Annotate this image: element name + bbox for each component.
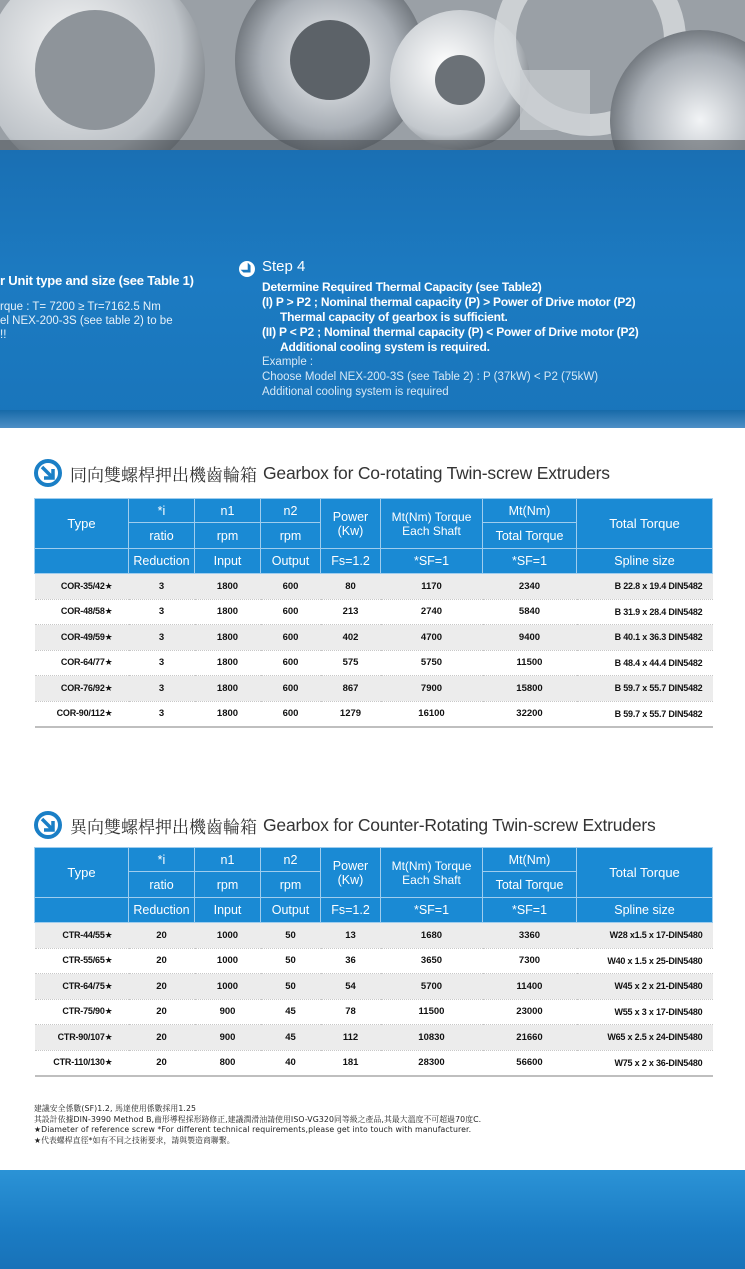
cell-n2: 600	[261, 574, 321, 600]
cell-total: 11400	[483, 974, 577, 1000]
cell-total: 3360	[483, 923, 577, 949]
cell-i: 3	[129, 574, 195, 600]
power-unit: (Kw)	[337, 523, 364, 538]
band-bottom-edge	[0, 410, 745, 428]
cell-each: 7900	[381, 676, 483, 702]
cell-total: 32200	[483, 701, 577, 727]
cell-i: 3	[129, 701, 195, 727]
cell-total: 7300	[483, 948, 577, 974]
col-total-torque: Total Torque	[577, 499, 713, 549]
cell-each: 4700	[381, 625, 483, 651]
cell-spline: W28 x1.5 x 17-DIN5480	[577, 923, 713, 949]
step4-case1: (I) P > P2 ; Nominal thermal capacity (P) > Power of Drive motor (P2)	[262, 295, 636, 309]
cell-spline: W75 x 2 x 36-DIN5480	[577, 1050, 713, 1076]
cell-n1: 1000	[195, 974, 261, 1000]
cell-i: 3	[129, 650, 195, 676]
col-n2-unit: rpm	[261, 872, 321, 898]
col-input: Input	[195, 549, 261, 574]
col-i: *i	[129, 848, 195, 872]
col-ratio: ratio	[129, 872, 195, 898]
cell-i: 20	[129, 1025, 195, 1051]
cell-n1: 1800	[195, 599, 261, 625]
col-output: Output	[261, 898, 321, 923]
table-row	[35, 1025, 713, 1051]
cell-n2: 45	[261, 999, 321, 1025]
cell-n2: 600	[261, 701, 321, 727]
cell-n2: 50	[261, 923, 321, 949]
cell-power: 112	[321, 1025, 381, 1051]
cell-total: 5840	[483, 599, 577, 625]
col-type-blank	[35, 549, 129, 574]
cell-n2: 600	[261, 625, 321, 651]
cell-spline: W55 x 3 x 17-DIN5480	[577, 999, 713, 1025]
cell-each: 1170	[381, 574, 483, 600]
cell-i: 20	[129, 974, 195, 1000]
cell-spline: B 40.1 x 36.3 DIN5482	[577, 625, 713, 651]
cell-type: COR-76/92★	[35, 676, 129, 702]
cell-n1: 1800	[195, 650, 261, 676]
note-line-3: ★Diameter of reference screw *For different technical requirements,please get into touch with manufacturer.	[34, 1125, 472, 1134]
step-bullet-icon	[238, 260, 256, 278]
col-n2: n2	[261, 499, 321, 523]
each-shaft-label: Mt(Nm) Torque	[391, 858, 472, 873]
cell-power: 867	[321, 676, 381, 702]
cell-power: 1279	[321, 701, 381, 727]
table1-title-zh: 同向雙螺桿押出機齒輪箱	[70, 465, 257, 486]
cell-n1: 1000	[195, 948, 261, 974]
table-row	[35, 676, 713, 702]
col-reduction: Reduction	[129, 549, 195, 574]
cell-i: 3	[129, 599, 195, 625]
col-n1-unit: rpm	[195, 523, 261, 549]
step4-example-1: Choose Model NEX-200-3S (see Table 2) : P (37kW) < P2 (75kW)	[262, 371, 599, 383]
cell-each: 3650	[381, 948, 483, 974]
table-row	[35, 999, 713, 1025]
cell-spline: W40 x 1.5 x 25-DIN5480	[577, 948, 713, 974]
col-power	[321, 848, 381, 898]
cell-n1: 1800	[195, 625, 261, 651]
cell-n2: 50	[261, 948, 321, 974]
cell-n1: 900	[195, 999, 261, 1025]
table2-heading	[34, 810, 656, 840]
cell-total: 11500	[483, 650, 577, 676]
cell-each: 5750	[381, 650, 483, 676]
cell-n1: 1800	[195, 574, 261, 600]
cell-n2: 50	[261, 974, 321, 1000]
cell-n2: 45	[261, 1025, 321, 1051]
step3-line-1: rque : T= 7200 ≥ Tr=7162.5 Nm	[0, 301, 161, 313]
table-row	[35, 923, 713, 949]
col-spline: Spline size	[577, 549, 713, 574]
col-sf1: *SF=1	[381, 549, 483, 574]
cell-type: CTR-110/130★	[35, 1050, 129, 1076]
note-line-1: 建議安全係數(SF)1.2, 馬達使用係數採用1.25	[34, 1104, 197, 1113]
step4-case2-sub: Additional cooling system is required.	[280, 340, 490, 354]
col-sf1: *SF=1	[381, 898, 483, 923]
cell-type: COR-48/58★	[35, 599, 129, 625]
step4-heading: Determine Required Thermal Capacity (see Table2)	[262, 280, 542, 294]
col-mt: Mt(Nm)	[483, 499, 577, 523]
cell-power: 13	[321, 923, 381, 949]
cell-spline: W45 x 2 x 21-DIN5480	[577, 974, 713, 1000]
step3-line-2: el NEX-200-3S (see table 2) to be	[0, 315, 173, 327]
each-shaft-sub: Each Shaft	[402, 523, 461, 538]
power-label: Power	[332, 858, 369, 873]
cell-total: 56600	[483, 1050, 577, 1076]
cell-total: 9400	[483, 625, 577, 651]
table2-title-zh: 異向雙螺桿押出機齒輪箱	[70, 817, 257, 838]
cell-n1: 1800	[195, 676, 261, 702]
counter-rotating-table	[34, 847, 713, 1077]
footnotes	[34, 1104, 734, 1146]
cell-n2: 600	[261, 599, 321, 625]
col-each-shaft	[381, 499, 483, 549]
cell-each: 10830	[381, 1025, 483, 1051]
cell-total: 15800	[483, 676, 577, 702]
table1-heading	[34, 458, 610, 488]
co-rotating-table	[34, 498, 713, 728]
col-n2: n2	[261, 848, 321, 872]
cell-each: 5700	[381, 974, 483, 1000]
col-type-blank	[35, 898, 129, 923]
cell-type: COR-49/59★	[35, 625, 129, 651]
cell-i: 20	[129, 923, 195, 949]
cell-spline: W65 x 2.5 x 24-DIN5480	[577, 1025, 713, 1051]
arrow-circle-icon	[34, 811, 62, 839]
cell-total: 21660	[483, 1025, 577, 1051]
col-fs: Fs=1.2	[321, 898, 381, 923]
col-n2-unit: rpm	[261, 523, 321, 549]
col-mt-sub: Total Torque	[483, 872, 577, 898]
col-mt-sub: Total Torque	[483, 523, 577, 549]
footer-band	[0, 1170, 745, 1269]
col-type: Type	[35, 848, 129, 898]
each-shaft-label: Mt(Nm) Torque	[391, 509, 472, 524]
cell-type: COR-64/77★	[35, 650, 129, 676]
col-type: Type	[35, 499, 129, 549]
cell-n2: 600	[261, 676, 321, 702]
col-spline: Spline size	[577, 898, 713, 923]
table1-title-en: Gearbox for Co-rotating Twin-screw Extruders	[263, 462, 610, 483]
cell-i: 20	[129, 948, 195, 974]
cell-type: COR-35/42★	[35, 574, 129, 600]
cell-type: CTR-90/107★	[35, 1025, 129, 1051]
each-shaft-sub: Each Shaft	[402, 872, 461, 887]
cell-power: 213	[321, 599, 381, 625]
cell-each: 11500	[381, 999, 483, 1025]
cell-type: CTR-44/55★	[35, 923, 129, 949]
cell-spline: B 59.7 x 55.7 DIN5482	[577, 701, 713, 727]
table2-title-en: Gearbox for Counter-Rotating Twin-screw Extruders	[263, 814, 656, 835]
col-output: Output	[261, 549, 321, 574]
cell-spline: B 22.8 x 19.4 DIN5482	[577, 574, 713, 600]
arrow-circle-icon	[34, 459, 62, 487]
col-total-torque: Total Torque	[577, 848, 713, 898]
col-sf2: *SF=1	[483, 898, 577, 923]
cell-power: 575	[321, 650, 381, 676]
table-row	[35, 1050, 713, 1076]
power-unit: (Kw)	[337, 872, 364, 887]
cell-power: 402	[321, 625, 381, 651]
note-line-4: ★代表螺桿直徑*如有不同之技術要求，請與製造商聯繫。	[34, 1135, 235, 1145]
col-each-shaft	[381, 848, 483, 898]
cell-total: 23000	[483, 999, 577, 1025]
step4-title: Step 4	[262, 258, 306, 275]
cell-i: 20	[129, 1050, 195, 1076]
cell-power: 80	[321, 574, 381, 600]
col-i: *i	[129, 499, 195, 523]
cell-n1: 1000	[195, 923, 261, 949]
step3-title: r Unit type and size (see Table 1)	[0, 273, 194, 288]
cell-each: 1680	[381, 923, 483, 949]
note-line-2: 其設計依據DIN-3990 Method B,齒形導程採形跡修正,建議潤滑油請使用ISO-VG320同等級之產品,其最大溫度不可超過70度C.	[34, 1114, 482, 1124]
table-row	[35, 625, 713, 651]
cell-power: 36	[321, 948, 381, 974]
col-n1: n1	[195, 499, 261, 523]
col-n1: n1	[195, 848, 261, 872]
col-ratio: ratio	[129, 523, 195, 549]
cell-total: 2340	[483, 574, 577, 600]
cell-i: 3	[129, 676, 195, 702]
step4-case2: (II) P < P2 ; Nominal thermal capacity (P) < Power of Drive motor (P2)	[262, 325, 639, 339]
col-input: Input	[195, 898, 261, 923]
cell-spline: B 59.7 x 55.7 DIN5482	[577, 676, 713, 702]
cell-n1: 800	[195, 1050, 261, 1076]
cell-type: CTR-75/90★	[35, 999, 129, 1025]
cell-i: 20	[129, 999, 195, 1025]
step4-example-label: Example :	[262, 356, 314, 368]
cell-i: 3	[129, 625, 195, 651]
col-reduction: Reduction	[129, 898, 195, 923]
cell-type: CTR-64/75★	[35, 974, 129, 1000]
cell-spline: B 31.9 x 28.4 DIN5482	[577, 599, 713, 625]
cell-each: 28300	[381, 1050, 483, 1076]
col-sf2: *SF=1	[483, 549, 577, 574]
table-row	[35, 701, 713, 727]
col-n1-unit: rpm	[195, 872, 261, 898]
table-row	[35, 599, 713, 625]
cell-n2: 600	[261, 650, 321, 676]
cell-n1: 1800	[195, 701, 261, 727]
cell-spline: B 48.4 x 44.4 DIN5482	[577, 650, 713, 676]
step3-line-3: !!	[0, 329, 7, 341]
cell-n1: 900	[195, 1025, 261, 1051]
cell-type: CTR-55/65★	[35, 948, 129, 974]
cell-each: 2740	[381, 599, 483, 625]
table-row	[35, 574, 713, 600]
col-power	[321, 499, 381, 549]
table-row	[35, 948, 713, 974]
col-fs: Fs=1.2	[321, 549, 381, 574]
step4-case1-sub: Thermal capacity of gearbox is sufficient.	[280, 310, 508, 324]
cell-each: 16100	[381, 701, 483, 727]
step4-example-2: Additional cooling system is required	[262, 386, 449, 398]
hero-gears-image	[0, 0, 745, 150]
cell-type: COR-90/112★	[35, 701, 129, 727]
table-row	[35, 650, 713, 676]
power-label: Power	[332, 509, 369, 524]
cell-power: 78	[321, 999, 381, 1025]
cell-n2: 40	[261, 1050, 321, 1076]
cell-power: 181	[321, 1050, 381, 1076]
table-row	[35, 974, 713, 1000]
cell-power: 54	[321, 974, 381, 1000]
col-mt: Mt(Nm)	[483, 848, 577, 872]
step3-fragment	[0, 274, 230, 342]
